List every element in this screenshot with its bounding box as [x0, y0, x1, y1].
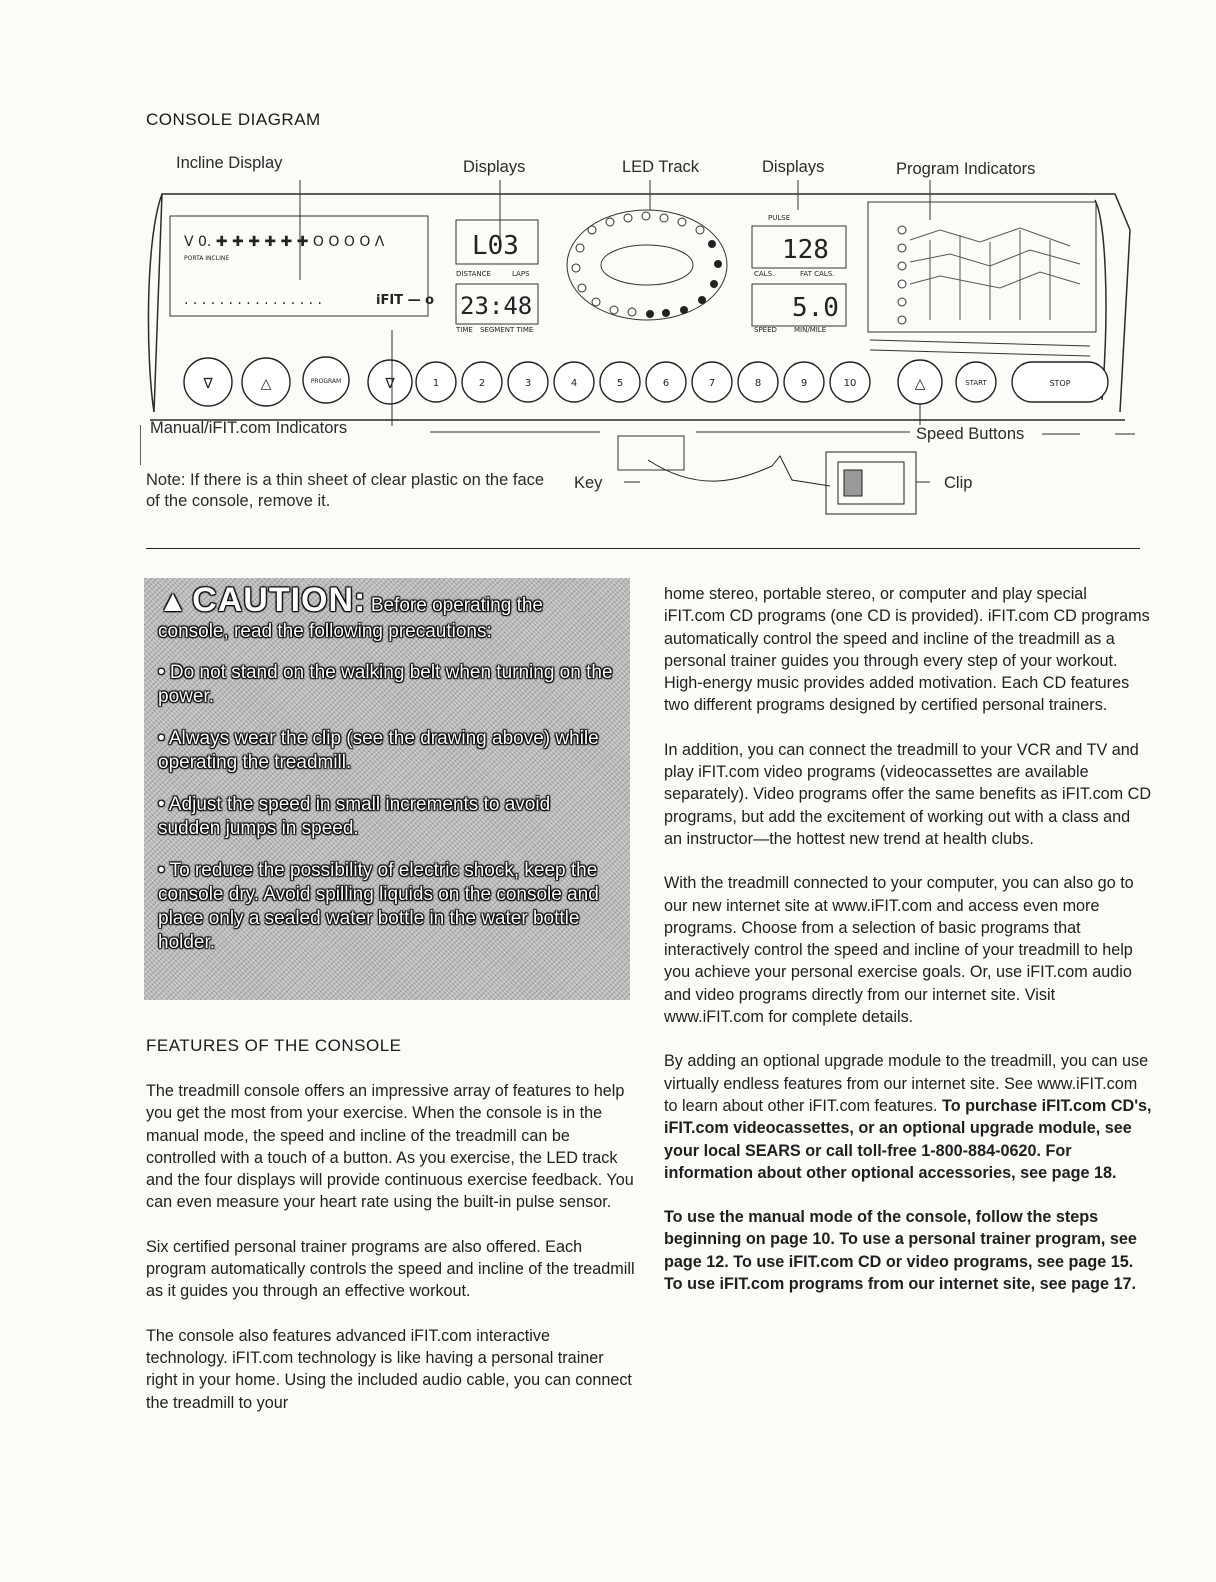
segment-time-caption: SEGMENT TIME	[480, 326, 534, 334]
right-paragraph: With the treadmill connected to your computer, you can also go to our new internet site at www.iFIT.com and access even more programs. Choose from a selection of basic programs that interactively control the speed and incline of your treadmill to help you achieve your personal exercise goals. Or, use iFIT.com audio and video programs directly from our internet site. Visit www.iFIT.com for complete details.	[664, 874, 1134, 1027]
time-caption: TIME	[456, 326, 473, 334]
speed-up-glyph: △	[914, 376, 926, 392]
caution-box	[144, 578, 630, 1000]
speed-preset-label: 10	[843, 378, 857, 389]
displays-left-label: Displays	[463, 158, 526, 176]
svg-text:. . . . . . . . . . . . . . .: . . . . . . . . . . . . . . . .	[184, 292, 322, 308]
distance-caption: DISTANCE	[456, 270, 491, 278]
incline-down-glyph: ∇	[203, 376, 213, 392]
right-displays	[752, 180, 846, 334]
program-indicators-label: Program Indicators	[896, 160, 1036, 178]
features-heading: FEATURES OF THE CONSOLE	[146, 1036, 402, 1055]
section-divider	[146, 548, 1140, 549]
features-paragraph: The treadmill console offers an impressive array of features to help you get the most from your exercise. When the console is in the manual mode, the speed and incline of the treadmill can be controlled with a touch of a button. As you exercise, the LED track and the four displays will provide continuous exercise feedback. You can even measure your heart rate using the built-in pulse sensor.	[146, 1082, 634, 1212]
speed-preset-label: 2	[478, 378, 486, 389]
caution-title: CAUTION:	[192, 581, 367, 619]
speed-preset-label: 9	[800, 378, 808, 389]
clip-label: Clip	[944, 474, 973, 492]
warning-triangle-icon: ▲	[158, 585, 188, 618]
speed-preset-label: 5	[616, 378, 624, 389]
displays-right-label: Displays	[762, 158, 825, 176]
key-label: Key	[574, 474, 603, 492]
incline-display	[170, 180, 434, 316]
caution-intro-second: console, read the following precautions:	[158, 621, 492, 642]
speed-preset-label: 1	[432, 378, 440, 389]
laps-caption: LAPS	[512, 270, 530, 278]
caution-item: • Adjust the speed in small increments to avoid sudden jumps in speed.	[158, 794, 551, 839]
pulse-readout: 128	[782, 235, 829, 265]
caution-heading	[158, 581, 616, 621]
speed-down-glyph: ∇	[385, 376, 395, 392]
caution-intro-tail: Before operating the	[370, 595, 543, 616]
features-column	[146, 1080, 636, 1436]
start-button-label: START	[965, 379, 987, 387]
right-paragraph: In addition, you can connect the treadmill to your VCR and TV and play iFIT.com video programs (videocassettes are available separately). Video programs offer the same benefits as iFIT.com CD programs, but add the excitement of working out with a class and an instructor—the hottest new trend at health clubs.	[664, 740, 1152, 848]
note-text: Note: If there is a thin sheet of clear plastic on the face of the console, remove it.	[146, 471, 545, 510]
caution-item: • Do not stand on the walking belt when turning on the power.	[158, 662, 613, 707]
speed-caption: SPEED	[754, 326, 777, 334]
cals-caption: CALS.	[754, 270, 775, 278]
time-readout: 23:48	[460, 292, 533, 320]
speed-preset-label: 3	[524, 378, 532, 389]
caution-item: • Always wear the clip (see the drawing above) while operating the treadmill.	[158, 728, 599, 773]
features-paragraph: The console also features advanced iFIT.com interactive technology. iFIT.com technology is like having a personal trainer right in your home. Using the included audio cable, you can connect the treadmill to your	[146, 1326, 632, 1412]
upgrade-paragraph	[664, 1050, 1152, 1184]
speed-preset-label: 7	[708, 378, 716, 389]
program-button-label: PROGRAM	[310, 378, 342, 385]
speed-readout: 5.0	[792, 293, 839, 323]
svg-text:iFIT — o: iFIT — o	[376, 293, 435, 308]
fat-cals-caption: FAT CALS.	[800, 270, 835, 278]
speed-buttons-label: Speed Buttons	[916, 425, 1025, 443]
speed-preset-label: 6	[662, 378, 670, 389]
led-track-label: LED Track	[622, 158, 700, 176]
speed-preset-label: 4	[570, 378, 578, 389]
manual-ifit-indicators-label: Manual/iFIT.com Indicators	[150, 419, 348, 437]
program-indicators	[868, 180, 1096, 356]
right-paragraph: home stereo, portable stereo, or computer and play special iFIT.com CD programs (one CD is provided). iFIT.com CD programs automatically control the speed and incline of the treadmill as a personal trainer guides you through every step of your workout. High-energy music provides added motivation. Each CD features two different programs designed by certified personal trainers.	[664, 585, 1150, 715]
caution-item: • To reduce the possibility of electric shock, keep the console dry. Avoid spilling liquids on the console and place only a sealed water bottle in the water bottle holder.	[158, 860, 599, 953]
led-track	[567, 180, 727, 320]
pulse-caption: PULSE	[768, 214, 791, 222]
svg-text:V 0. ✚ ✚ ✚ ✚ ✚ ✚ O O O O Λ: V 0. ✚ ✚ ✚ ✚ ✚ ✚ O O O O Λ	[184, 234, 385, 250]
features-paragraph: Six certified personal trainer programs are also offered. Each program automatically controls the speed and incline of the treadmill as it guides you through an effective workout.	[146, 1237, 635, 1301]
left-displays	[455, 180, 538, 334]
incline-up-glyph: △	[260, 376, 272, 392]
final-paragraph: To use the manual mode of the console, follow the steps beginning on page 10. To use a personal trainer program, see page 12. To use iFIT.com CD or video programs, see page 15. To use iFIT.com programs from our internet site, see page 17.	[664, 1208, 1137, 1294]
min-mile-caption: MIN/MILE	[794, 326, 827, 334]
svg-text:PORTA INCLINE: PORTA INCLINE	[184, 255, 230, 262]
page-title: CONSOLE DIAGRAM	[146, 110, 321, 129]
upgrade-plain-text: By adding an optional upgrade module to the treadmill, you can use virtually endless features from our internet site. See www.iFIT.com to learn about other iFIT.com features.	[664, 1052, 1149, 1115]
upgrade-bold-text: To purchase iFIT.com CD's, iFIT.com videocassettes, or an optional upgrade module, see your local SEARS or call toll-free 1-800-884-0620. For information about other optional accessories, see page 18.	[664, 1096, 1152, 1182]
speed-preset-label: 8	[754, 378, 762, 389]
stop-button-label: STOP	[1049, 379, 1071, 388]
distance-laps-readout: L03	[472, 231, 519, 261]
incline-display-label: Incline Display	[176, 154, 283, 172]
right-column	[664, 583, 1152, 1317]
